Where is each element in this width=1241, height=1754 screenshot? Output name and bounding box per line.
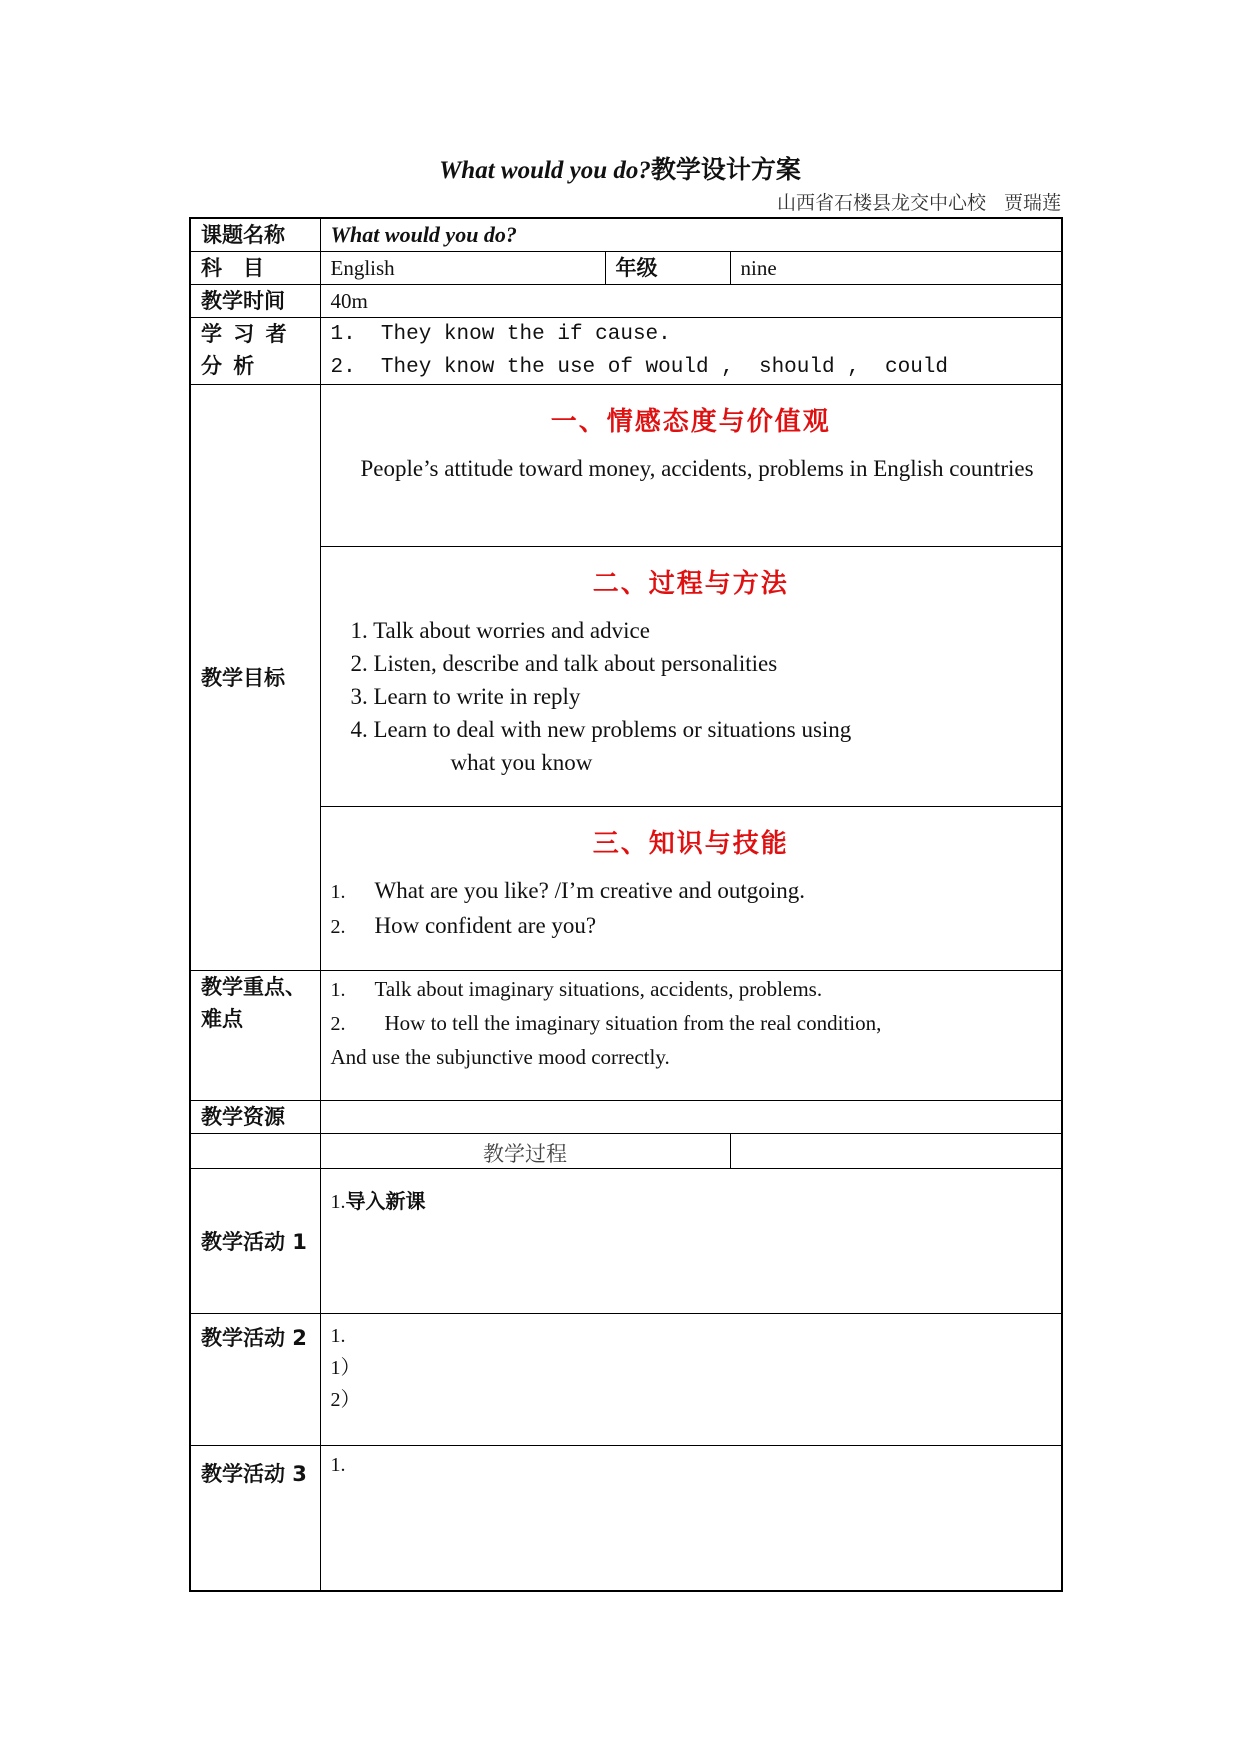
row-act2	[190, 1313, 1062, 1445]
row-goals-2	[190, 546, 1062, 806]
goals-list-3	[331, 874, 1052, 944]
row-goals-3	[190, 806, 1062, 970]
learner-item: 2. They know the use of would , should , could	[330, 355, 949, 379]
goals-list-2	[331, 614, 1052, 779]
act2-line: 1）	[330, 1356, 361, 1379]
row-act3	[190, 1445, 1062, 1591]
list-item: 4. Learn to deal with new problems or situations using	[350, 716, 852, 742]
row-resources	[190, 1100, 1062, 1133]
row-learner	[190, 317, 1062, 384]
item-text: How confident are you?	[374, 912, 597, 938]
row-goals-1	[190, 384, 1062, 546]
list-item: 3. Learn to write in reply	[350, 683, 581, 709]
act3-line: 1.	[330, 1453, 346, 1476]
author-school: 山西省石楼县龙交中心校	[776, 193, 986, 214]
author-line	[777, 188, 1061, 215]
row-topic	[190, 218, 1062, 251]
list-item: 1. Talk about worries and advice	[350, 617, 650, 643]
goals-section-2	[320, 546, 1062, 806]
item-number: 2.	[330, 1012, 346, 1035]
process-blank-cell	[190, 1133, 320, 1168]
item-number: 1.	[330, 978, 346, 1001]
label-goals: 教学目标	[190, 384, 320, 970]
author-name: 贾瑞莲	[1003, 193, 1061, 214]
label-act1: 教学活动 1	[190, 1168, 320, 1313]
label-resources: 教学资源	[190, 1100, 320, 1133]
act2-line: 1.	[330, 1324, 346, 1347]
value-key	[320, 970, 1062, 1100]
label-subject: 科 目	[190, 251, 320, 284]
title-zh: 教学设计方案	[650, 157, 801, 184]
label-act2: 教学活动 2	[190, 1313, 320, 1445]
list-item-cont: And use the subjunctive mood correctly.	[330, 1044, 670, 1069]
goals-text-1: People’s attitude toward money, accidents, problems in English countries	[360, 455, 1034, 481]
label-time: 教学时间	[190, 284, 320, 317]
process-heading: 教学过程	[320, 1133, 730, 1168]
item-number: 2.	[330, 915, 346, 938]
act1-text: 导入新课	[345, 1188, 426, 1213]
goals-section-1	[320, 384, 1062, 546]
value-resources	[320, 1100, 1062, 1133]
label-topic: 课题名称	[190, 218, 320, 251]
item-number: 1.	[330, 880, 346, 903]
document-title	[190, 150, 1050, 186]
goals-section-3	[320, 806, 1062, 970]
item-text: How to tell the imaginary situation from the real condition,	[384, 1010, 882, 1035]
goals-heading-2: 二、过程与方法	[592, 568, 789, 599]
row-key	[190, 970, 1062, 1100]
value-act1	[320, 1168, 1062, 1313]
list-item-cont: what you know	[450, 749, 593, 775]
label-act3: 教学活动 3	[190, 1445, 320, 1591]
list-item	[331, 973, 1052, 1007]
value-learner	[320, 317, 1062, 384]
learner-item: 1. They know the if cause.	[330, 322, 671, 346]
value-topic: What would you do?	[320, 218, 1062, 251]
act2-line: 2）	[330, 1388, 361, 1411]
process-blank-cell	[730, 1133, 1062, 1168]
label-grade: 年级	[605, 251, 730, 284]
goals-heading-3: 三、知识与技能	[592, 828, 789, 859]
list-item	[331, 909, 1052, 944]
lesson-plan-table	[189, 217, 1063, 1592]
row-process	[190, 1133, 1062, 1168]
value-act2	[320, 1313, 1062, 1445]
row-subject	[190, 251, 1062, 284]
row-act1	[190, 1168, 1062, 1313]
list-item	[331, 1007, 1052, 1041]
list-item	[331, 874, 1052, 909]
row-time	[190, 284, 1062, 317]
title-en: What would you do?	[439, 157, 651, 184]
label-learner: 学 习 者 分 析	[190, 317, 320, 384]
act1-number: 1.	[330, 1190, 346, 1213]
label-key: 教学重点、难点	[190, 970, 320, 1100]
item-text: Talk about imaginary situations, accidents, problems.	[374, 976, 823, 1001]
value-subject: English	[320, 251, 605, 284]
goals-heading-1: 一、情感态度与价值观	[550, 406, 831, 437]
item-text: What are you like? /I’m creative and outgoing.	[374, 877, 805, 903]
value-time: 40m	[320, 284, 1062, 317]
value-grade: nine	[730, 251, 1062, 284]
list-item: 2. Listen, describe and talk about personalities	[350, 650, 778, 676]
value-act3	[320, 1445, 1062, 1591]
